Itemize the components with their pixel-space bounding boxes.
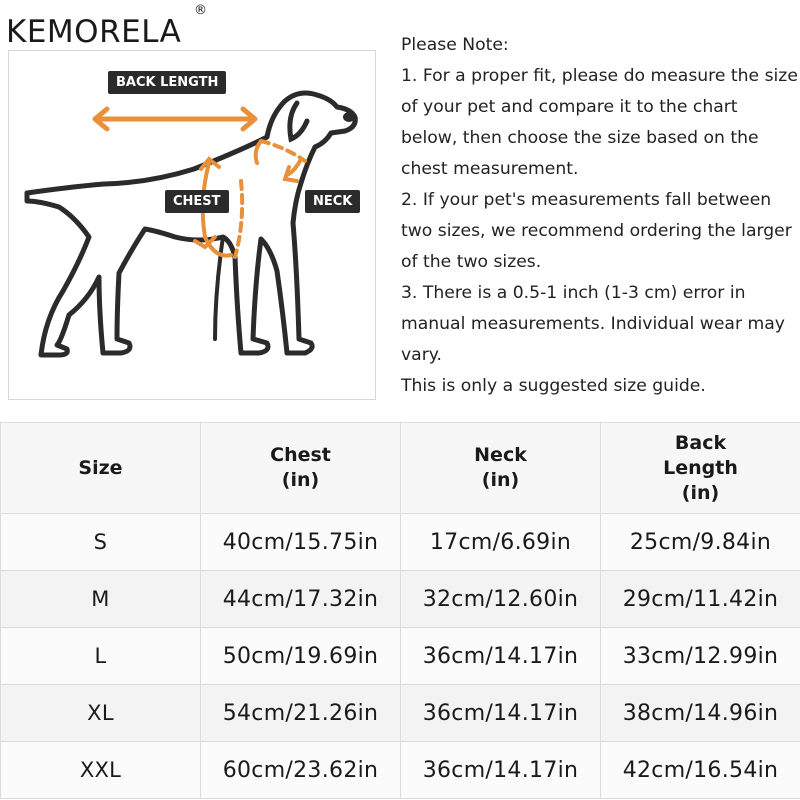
chest-label: CHEST [165,190,229,213]
back-length-cell: 42cm/16.54in [601,742,800,799]
header-neck: Neck (in) [401,423,601,514]
chest-cell: 54cm/21.26in [201,685,401,742]
table-row [1,571,800,628]
chest-cell: 40cm/15.75in [201,514,401,571]
registered-mark: ® [194,3,207,18]
dog-illustration [9,51,375,399]
neck-label: NECK [305,190,360,213]
size-cell: XL [1,685,201,742]
dog-ear [290,103,307,139]
table-row [1,685,800,742]
size-cell: XXL [1,742,201,799]
note-item-3: 3. There is a 0.5-1 inch (1-3 cm) error in manual measurements. Individual wear may vary. [401,283,785,365]
dog-outline [27,93,355,355]
neck-measure-arrow [256,141,305,181]
table-header-row [1,423,800,514]
header-chest: Chest (in) [201,423,401,514]
measurement-diagram [8,50,376,400]
back-length-label: BACK LENGTH [108,71,226,94]
back-length-arrow [95,109,255,129]
table-row [1,628,800,685]
dog-nose [343,112,355,122]
fit-notes [401,30,799,402]
table-row [1,514,800,571]
header-size: Size [1,423,201,514]
size-cell: M [1,571,201,628]
note-item-2: 2. If your pet's measurements fall between two sizes, we recommend ordering the larger of the two sizes. [401,190,792,272]
neck-cell: 32cm/12.60in [401,571,601,628]
back-length-cell: 33cm/12.99in [601,628,800,685]
notes-heading: Please Note: [401,35,509,55]
neck-cell: 17cm/6.69in [401,514,601,571]
header-back-length: Back Length (in) [601,423,800,514]
chest-cell: 50cm/19.69in [201,628,401,685]
neck-cell: 36cm/14.17in [401,628,601,685]
size-cell: S [1,514,201,571]
table-row [1,742,800,799]
neck-cell: 36cm/14.17in [401,685,601,742]
note-item-1: 1. For a proper fit, please do measure the size of your pet and compare it to the chart below, then choose the size based on the chest measurement. [401,66,798,179]
back-length-cell: 38cm/14.96in [601,685,800,742]
size-chart-table [0,422,800,799]
chest-cell: 44cm/17.32in [201,571,401,628]
back-length-cell: 25cm/9.84in [601,514,800,571]
neck-cell: 36cm/14.17in [401,742,601,799]
brand-logo: KEMORELA [6,14,182,50]
size-cell: L [1,628,201,685]
notes-footer: This is only a suggested size guide. [401,376,706,396]
chest-cell: 60cm/23.62in [201,742,401,799]
back-length-cell: 29cm/11.42in [601,571,800,628]
